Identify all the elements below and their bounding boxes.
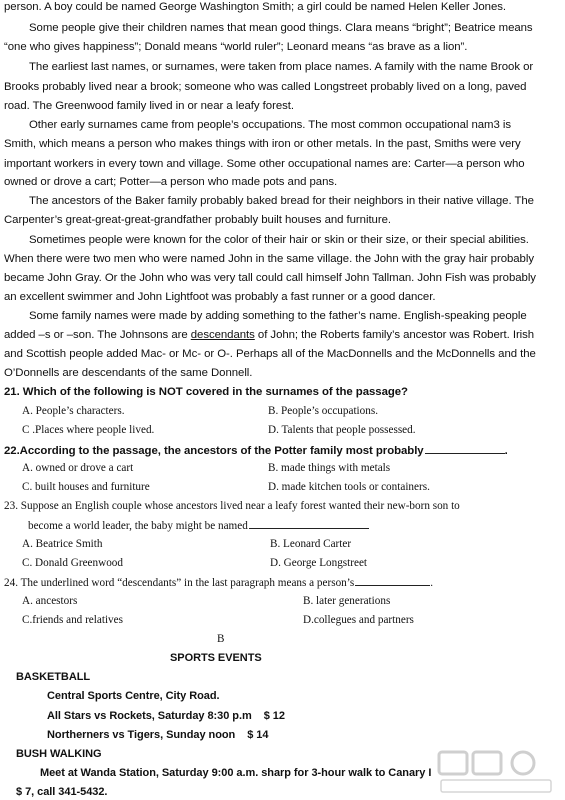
q22-option-b[interactable]: B. made things with metals [268,462,391,474]
passage-line: O’Donnells are descendants of the same Donnell. [4,367,253,379]
q21-option-c[interactable]: C .Places where people lived. [22,424,155,436]
answer-blank[interactable] [249,518,369,529]
q24-option-a[interactable]: A. ancestors [22,595,78,607]
underlined-word: descendants [190,329,255,341]
section-b-label: B [217,633,225,645]
q21-option-d[interactable]: D. Talents that people possessed. [268,424,416,436]
q22-option-a[interactable]: A. owned or drove a cart [22,462,134,474]
q22-option-d[interactable]: D. made kitchen tools or containers. [268,481,430,493]
q24-stem-end: . [430,577,434,589]
passage-line: “one who gives happiness”; Donald means “world ruler”; Leonard means “as brave as a lion”. [4,41,468,53]
bush-walking-line-1: Meet at Wanda Station, Saturday 9:00 a.m. sharp for 3-hour walk to Canary I [40,767,432,779]
question-23-stem: 23. Suppose an English couple whose ancestors lived near a leafy forest wanted their new-born son to [4,500,460,512]
answer-blank[interactable] [425,443,505,454]
q23-option-a[interactable]: A. Beatrice Smith [22,538,103,550]
bush-walking-heading: BUSH WALKING [16,748,102,760]
passage-line: Brooks probably lived near a brook; someone who was called Longstreet probably lived on a long, paved [4,81,527,93]
passage-line: and Scottish people added Mac- or Mc- or O-. Perhaps all of the MacDonnells and the McDonnells and the [4,348,536,360]
q22-stem-end: . [504,445,508,457]
q23-option-c[interactable]: C. Donald Greenwood [22,557,123,569]
passage-line: Some family names were made by adding something to the father’s name. English-speaking people [29,310,527,322]
answer-blank[interactable] [355,575,430,586]
q21-option-a[interactable]: A. People’s characters. [22,405,125,417]
passage-line: When there were two men who were named John in the same village. the John with the gray hair probably [4,253,534,265]
basketball-game-2: Northerners vs Tigers, Sunday noon $ 14 [47,729,269,741]
passage-line: became John Gray. Or the John who was very tall could call himself John Tallman. John Fish was probably [4,272,536,284]
passage-line: Some people give their children names that mean good things. Clara means “bright”; Beatrice means [29,22,533,34]
passage-line: Other early surnames came from people’s occupations. The most common occupational nam3 is [29,119,511,131]
q24-option-b[interactable]: B. later generations [303,595,391,607]
passage-line: The ancestors of the Baker family probably baked bread for their neighbors in their native village. The [29,195,534,207]
basketball-heading: BASKETBALL [16,671,91,683]
passage-line: important workers in every town and village. Some other occupational names are: Carter—a person who [4,158,525,170]
passage-text: of John; the Roberts family’s ancestor was Robert. Irish [254,329,535,341]
passage-line [4,328,534,342]
passage-line: The earliest last names, or surnames, were taken from place names. A family with the name Brook or [29,61,534,73]
question-22-stem [4,443,508,458]
question-21-stem: 21. Which of the following is NOT covered in the surnames of the passage? [4,386,408,398]
sports-events-title: SPORTS EVENTS [170,652,262,664]
q23-option-b[interactable]: B. Leonard Carter [270,538,352,550]
passage-line: Carpenter’s great-great-great-grandfather probably built houses and furniture. [4,214,391,226]
passage-text: added –s or –son. The Johnsons are [4,329,191,341]
q24-option-c[interactable]: C.friends and relatives [22,614,123,626]
bush-walking-line-2: $ 7, call 341-5432. [16,786,108,798]
q24-option-d[interactable]: D.collegues and partners [303,614,414,626]
passage-line: Smith, which means a person who makes things with iron or other metals. In the past, Smiths were very [4,138,521,150]
q22-stem-text: 22.According to the passage, the ancestors of the Potter family most probably [4,445,424,457]
basketball-venue: Central Sports Centre, City Road. [47,690,220,702]
question-24-stem [4,575,433,590]
passage-line: person. A boy could be named George Washington Smith; a girl could be named Helen Keller Jones. [4,1,507,13]
q22-option-c[interactable]: C. built houses and furniture [22,481,150,493]
passage-line: owned or drove a cart; Potter—a person who made pots and pans. [4,176,338,188]
question-23-stem-cont [28,518,369,533]
passage-line: Sometimes people were known for the color of their hair or skin or their size, or their special abilities. [29,234,529,246]
q24-stem-text: 24. The underlined word “descendants” in the last paragraph means a person’s [4,577,355,589]
passage-line: an excellent swimmer and John Lightfoot was probably a fast runner or a good dancer. [4,291,436,303]
passage-line: road. The Greenwood family lived in or near a leafy forest. [4,100,294,112]
q23-option-d[interactable]: D. George Longstreet [270,557,368,569]
watermark-logo [435,748,557,796]
q23-stem-text: become a world leader, the baby might be named [28,520,248,532]
q21-option-b[interactable]: B. People’s occupations. [268,405,378,417]
basketball-game-1: All Stars vs Rockets, Saturday 8:30 p.m $ 12 [47,710,285,722]
